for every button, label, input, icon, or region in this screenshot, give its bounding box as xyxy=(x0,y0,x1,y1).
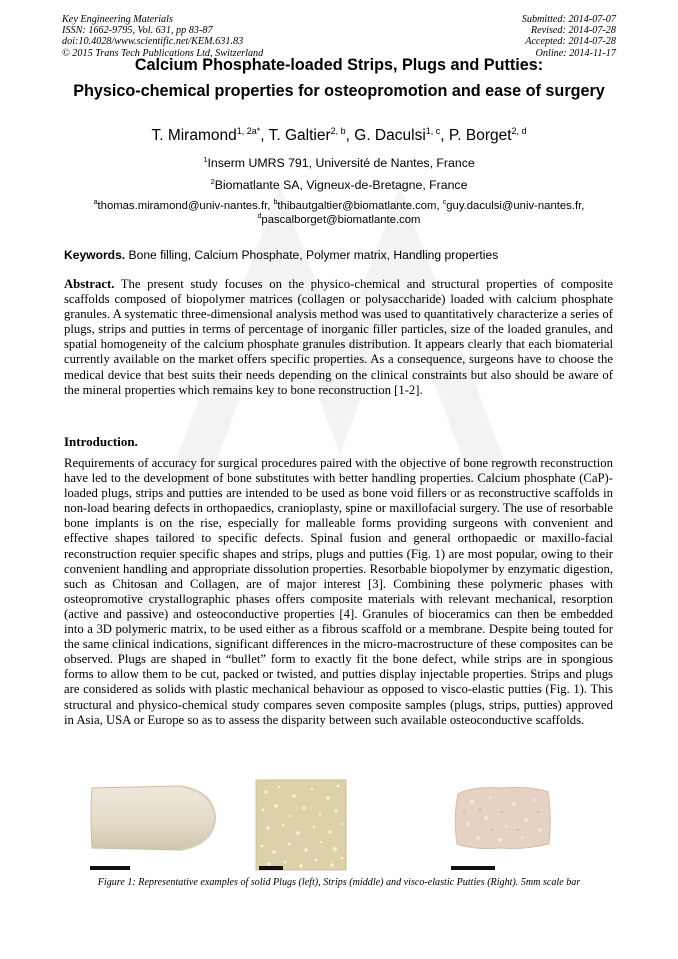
figure-caption: Figure 1: Representative examples of solid Plugs (left), Strips (middle) and visco-elastic Putties (Right). 5mm scale bar xyxy=(97,877,581,888)
paper-title-line-1: Calcium Phosphate-loaded Strips, Plugs and Putties: xyxy=(134,56,544,74)
email-superscript: d xyxy=(257,213,262,220)
author-separator: , xyxy=(260,127,269,144)
affiliation-text: Biomatlante SA, Vigneux-de-Bretagne, France xyxy=(214,178,468,192)
author-name: T. Miramond xyxy=(151,127,237,144)
keywords-label: Keywords. xyxy=(64,248,126,262)
strip-scale-bar xyxy=(259,866,283,870)
email-address[interactable]: guy.daculsi@univ-nantes.fr, xyxy=(446,200,585,212)
email-superscript: c xyxy=(442,199,447,206)
email-superscript: b xyxy=(273,199,278,206)
author-name: P. Borget xyxy=(448,127,512,144)
author-superscript: 1, c xyxy=(425,126,441,136)
paper-title-line-2: Physico-chemical properties for osteopromotion and ease of surgery xyxy=(73,82,605,100)
email-address[interactable]: pascalborget@biomatlante.com xyxy=(261,214,421,226)
abstract-label: Abstract. xyxy=(64,277,115,291)
abstract-text: The present study focuses on the physico-chemical and structural properties of composite scaffolds composed of biopolymer matrices (collagen or polysaccharide) loaded with calcium phosphate granules. A systematic three-dimensional analysis method was used to quantitatively characterize a series of plugs, strips and putties in terms of percentage of inorganic filler particles, size of the loaded granules, and spatial homogeneity of the calcium phosphate granules distribution. It appears clearly that each biomaterial currently available on the market offers specific properties. As a consequence, surgeons have to choose the medical device that best suits their needs depending on the clinical constraints but also should be aware of the mineral properties which remains key to bone reconstruction [1-2]. xyxy=(64,277,613,397)
email-address[interactable]: thomas.miramond@univ-nantes.fr, xyxy=(97,200,274,212)
author-list xyxy=(0,127,678,145)
author-separator: , xyxy=(440,127,449,144)
submitted-date: Submitted: 2014-07-07 xyxy=(521,14,616,25)
affiliation-1 xyxy=(0,156,678,170)
online-date: Online: 2014-11-17 xyxy=(535,47,616,59)
submission-dates xyxy=(522,14,616,59)
affiliation-text: Inserm UMRS 791, Université de Nantes, France xyxy=(207,156,475,170)
strip-photo xyxy=(254,778,348,872)
introduction-text: Requirements of accuracy for surgical procedures paired with the objective of bone regrowth reconstruction have led to the development of bone substitutes with better handling properties. Calcium phosphate (CaP)-loaded plugs, strips and putties are intended to be used as bone void fillers or as reconstructive scaffolds in non-load bearing defects in orthopaedics, cranioplasty, spine or maxillofacial surgery. The use of resorbable bone implants is on the rise, especially for malleable forms providing surgeons with convenient and effective shapes tailored to specific defects. Spinal fusion and general orthopaedic or maxillo-facial reconstruction requier specific shapes and strips, plugs and putties (Fig. 1) are most popular, owing to their convenient handling and appropriate dissolution properties. Resorbable biopolymer by enzymatic digestion, such as Chitosan and Collagen, are of major interest [3]. Combining these polymeric phases with osteopromotive crystallographic phases offers composite materials with relevant mechanical, resorption (active and passive) and osteoconductive properties [4]. Granules of bioceramics can then be embedded into a 3D polymeric matrix, to be used either as a fibrous scaffold or a membrane. Despite being touted for the same clinical indications, significant differences in the micro-macrostructure of these composites can be observed. Plugs are shaped in “bullet” form to exactly fit the bone defect, while strips are in spongious forms to allow them to be cut, packed or twisted, and putties display injectable properties. Strips and plugs are considered as solids with plastic mechanical behaviour as opposed to visco-elastic putties (Fig. 1). This structural and physico-chemical study compares seven composite samples (plugs, strips, putties) approved in Asia, USA or Europe so as to assess the disparity between such available osteoconductive scaffolds. xyxy=(64,456,613,727)
putty-scale-bar xyxy=(451,866,495,870)
keywords xyxy=(64,248,624,262)
email-address[interactable]: thibautgaltier@biomatlante.com, xyxy=(277,200,443,212)
author-separator: , xyxy=(345,127,355,144)
email-list xyxy=(60,199,618,227)
revised-date: Revised: 2014-07-28 xyxy=(530,25,616,37)
author-name: T. Galtier xyxy=(268,127,331,144)
plug-scale-bar xyxy=(90,866,130,870)
author-superscript: 1, 2a* xyxy=(236,126,261,136)
affiliation-superscript: 2 xyxy=(210,177,215,186)
email-superscript: a xyxy=(93,199,98,206)
abstract xyxy=(64,277,613,398)
accepted-date: Accepted: 2014-07-28 xyxy=(525,36,616,48)
journal-name: Key Engineering Materials xyxy=(62,14,173,25)
affiliation-superscript: 1 xyxy=(203,155,208,164)
author-name: G. Daculsi xyxy=(354,127,426,144)
issn: ISSN: 1662-9795, Vol. 631, pp 83-87 xyxy=(62,25,213,37)
copyright: © 2015 Trans Tech Publications Ltd, Switzerland xyxy=(62,47,264,59)
author-superscript: 2, b xyxy=(330,126,346,136)
journal-info xyxy=(62,14,263,59)
affiliation-2 xyxy=(0,178,678,192)
doi: doi:10.4028/www.scientific.net/KEM.631.83 xyxy=(62,36,244,48)
plug-photo xyxy=(88,782,216,854)
keywords-text: Bone filling, Calcium Phosphate, Polymer matrix, Handling properties xyxy=(125,248,499,262)
putty-photo xyxy=(452,784,554,852)
introduction-heading: Introduction. xyxy=(64,434,138,449)
author-superscript: 2, d xyxy=(511,126,527,136)
